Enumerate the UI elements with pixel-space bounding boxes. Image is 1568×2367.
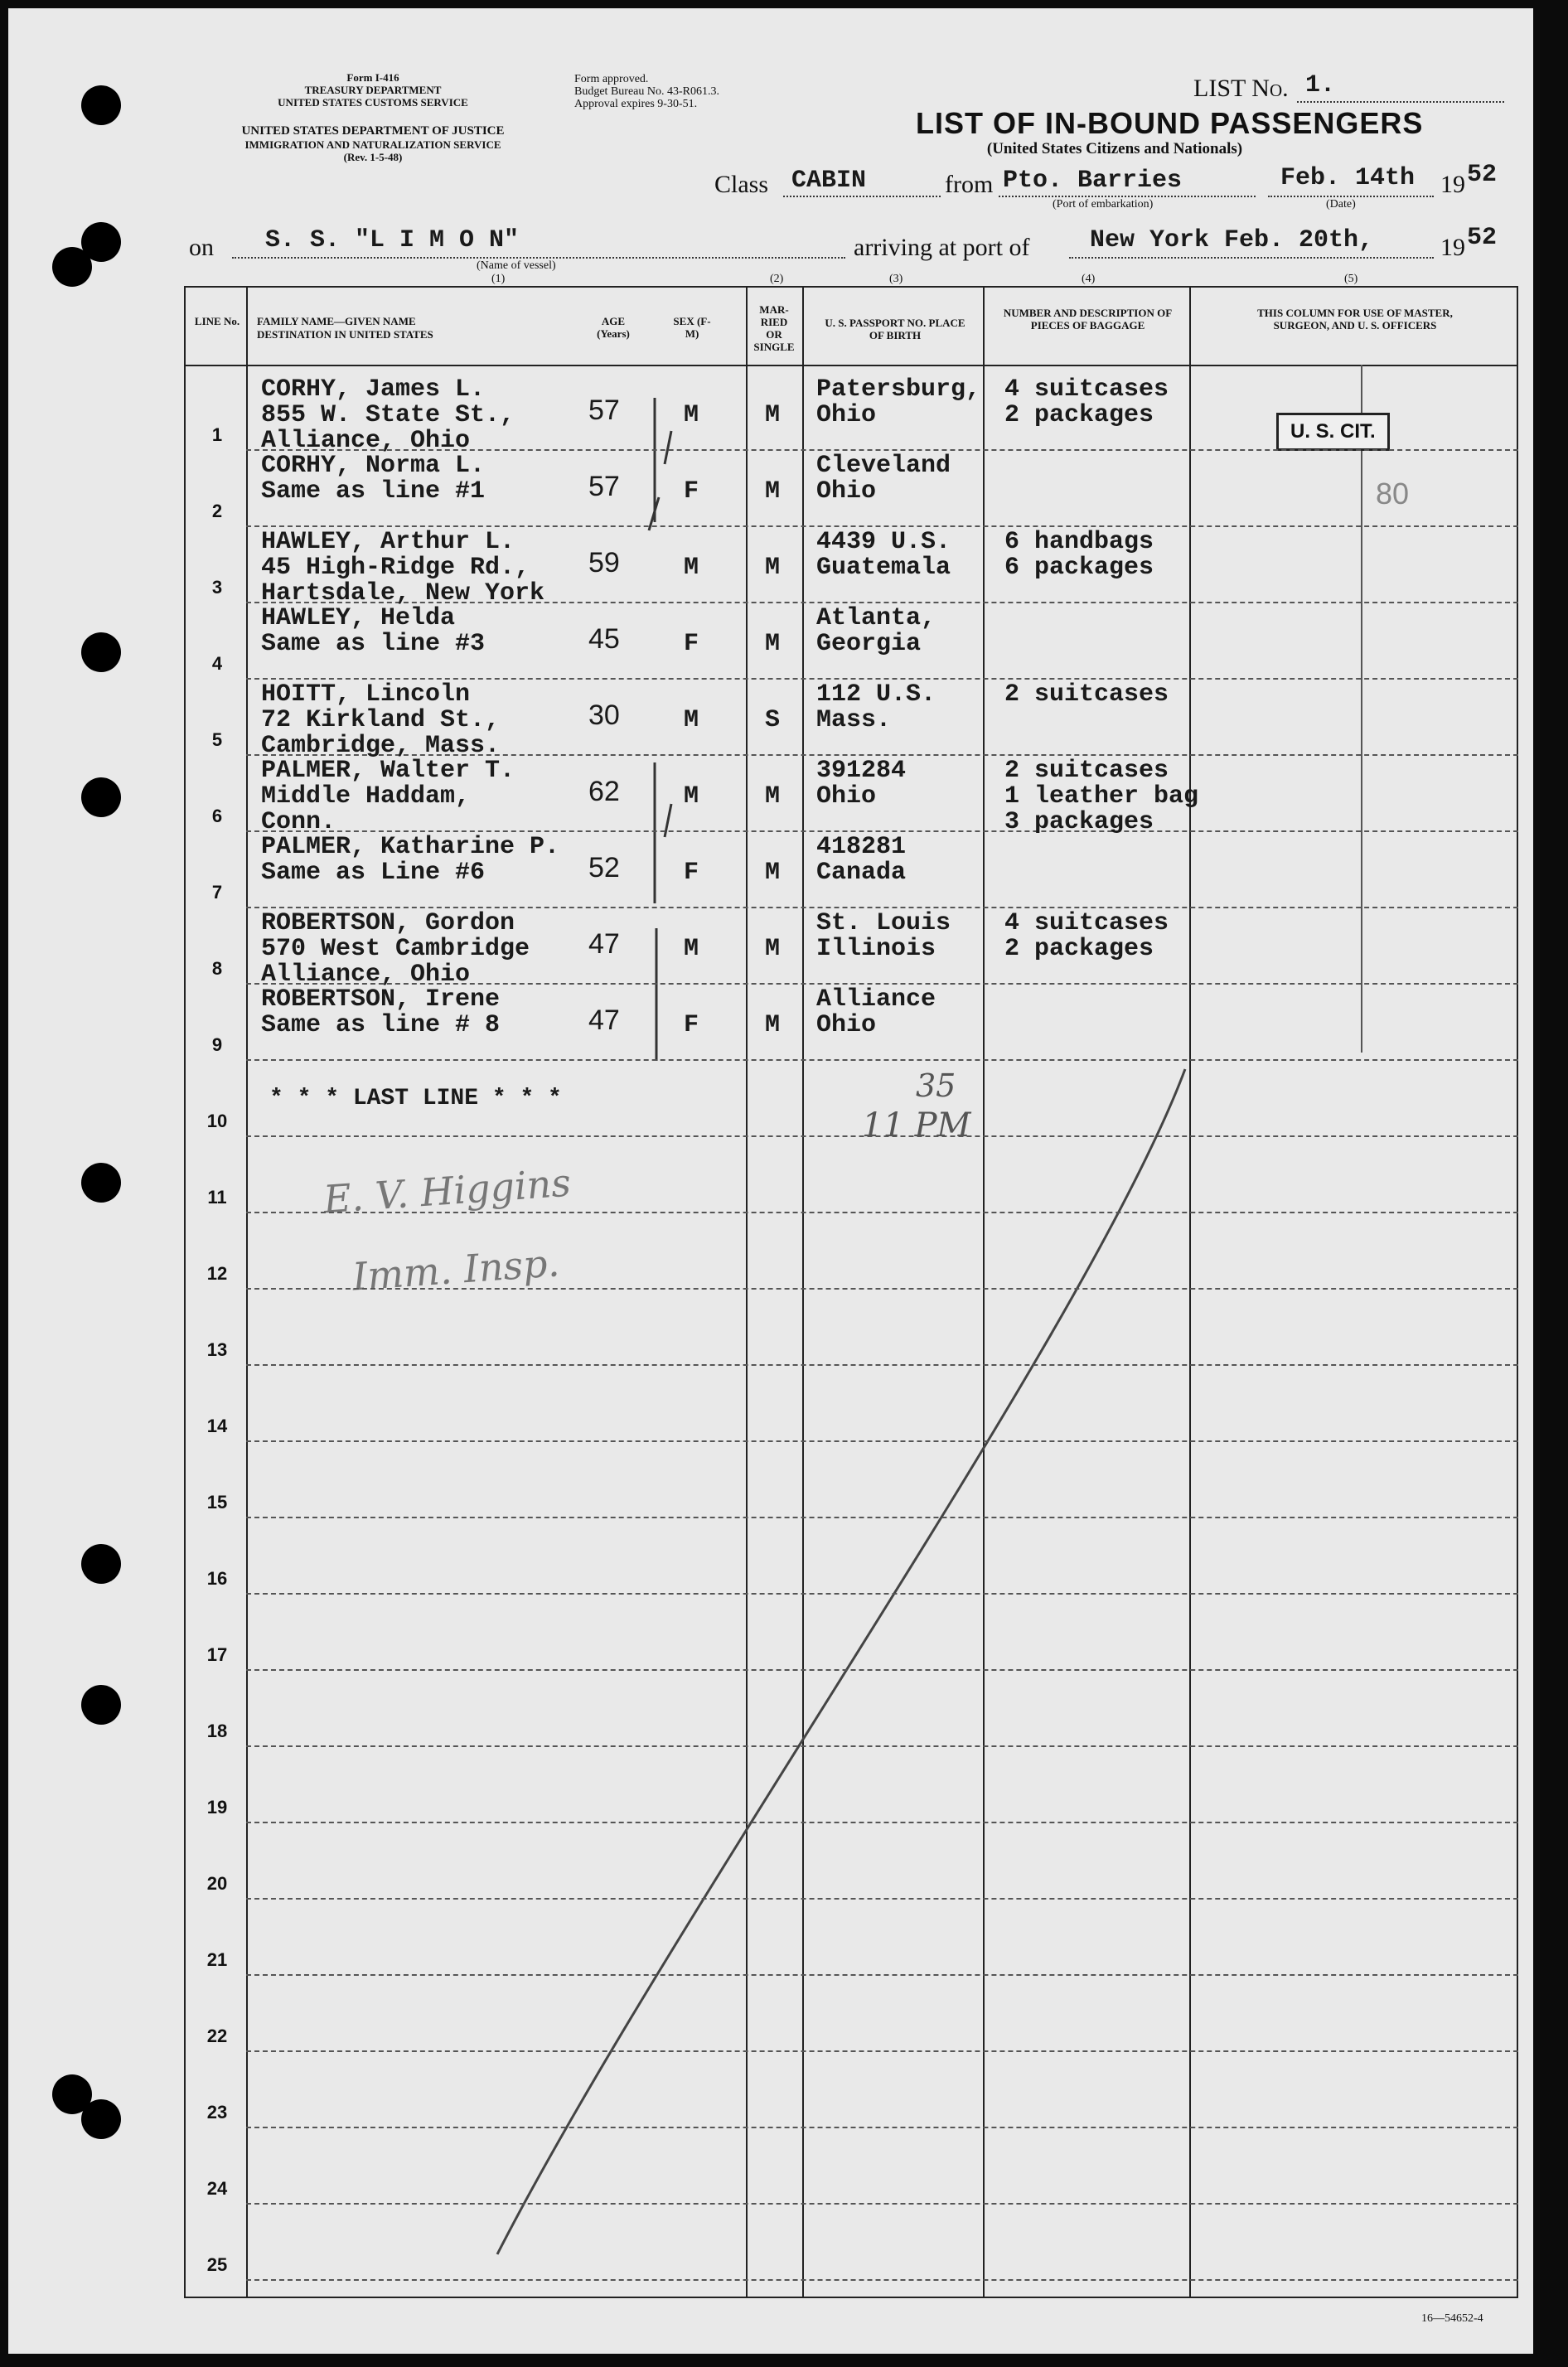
line-number: 7 bbox=[211, 882, 223, 903]
passenger-name: CORHY, Norma L. bbox=[261, 452, 486, 480]
passenger-name: HOITT, Lincoln bbox=[261, 680, 471, 709]
passport-or-birthplace-2: Ohio bbox=[816, 1011, 877, 1039]
year-value: 52 bbox=[1467, 161, 1498, 189]
passenger-marital-status: M bbox=[765, 477, 781, 506]
passport-or-birthplace-2: Ohio bbox=[816, 782, 877, 811]
vessel-caption: (Name of vessel) bbox=[477, 259, 556, 272]
row-separator bbox=[246, 1135, 1518, 1137]
passport-or-birthplace-2: Ohio bbox=[816, 401, 877, 429]
passenger-sex: M bbox=[684, 935, 699, 963]
passenger-name: PALMER, Katharine P. bbox=[261, 833, 560, 861]
passenger-marital-status: M bbox=[765, 554, 781, 582]
passport-or-birthplace-1: St. Louis bbox=[816, 909, 951, 937]
baggage-line-1: 2 suitcases bbox=[1004, 680, 1169, 709]
row-separator bbox=[246, 2127, 1518, 2128]
revision-date: (Rev. 1-5-48) bbox=[343, 151, 403, 163]
stamp-number: 80 bbox=[1376, 477, 1410, 511]
customs-service: UNITED STATES CUSTOMS SERVICE bbox=[278, 96, 468, 109]
row-separator bbox=[246, 1593, 1518, 1595]
header-married: MAR- RIED OR SINGLE bbox=[753, 303, 795, 353]
header-destination: DESTINATION IN UNITED STATES bbox=[257, 328, 433, 341]
list-number-label: LIST No. bbox=[1193, 75, 1289, 102]
line-number: 4 bbox=[211, 653, 223, 674]
passenger-age: 47 bbox=[588, 928, 620, 960]
passenger-sex: M bbox=[684, 782, 699, 811]
passenger-sex: F bbox=[684, 859, 699, 887]
line-number: 11 bbox=[207, 1187, 227, 1208]
passenger-age: 45 bbox=[588, 623, 620, 655]
line-number: 16 bbox=[206, 1568, 228, 1589]
baggage-line-1: 4 suitcases bbox=[1004, 909, 1169, 937]
arrival-port-date: New York Feb. 20th, bbox=[1090, 226, 1374, 254]
line-number: 5 bbox=[211, 729, 223, 750]
class-label: Class bbox=[714, 171, 769, 198]
row-separator bbox=[246, 1898, 1518, 1900]
passenger-address-1: Same as Line #6 bbox=[261, 859, 486, 887]
passport-or-birthplace-2: Canada bbox=[816, 859, 907, 887]
line-number: 1 bbox=[211, 424, 223, 445]
line-number: 10 bbox=[206, 1111, 228, 1131]
line-number: 14 bbox=[206, 1416, 228, 1436]
on-label: on bbox=[189, 234, 214, 261]
passenger-age: 30 bbox=[588, 699, 620, 731]
from-label: from bbox=[945, 171, 994, 198]
passenger-sex: F bbox=[684, 477, 699, 506]
form-number: Form I-416 bbox=[346, 71, 399, 84]
row-separator bbox=[246, 1669, 1518, 1671]
passenger-address-2: Cambridge, Mass. bbox=[261, 732, 501, 760]
line-number: 21 bbox=[206, 1949, 228, 1970]
passenger-name: HAWLEY, Helda bbox=[261, 604, 456, 632]
row-separator bbox=[246, 1517, 1518, 1518]
header-line-no: LINE No. bbox=[194, 315, 240, 327]
baggage-line-2: 6 packages bbox=[1004, 554, 1154, 582]
list-number: 1. bbox=[1305, 71, 1336, 99]
row-separator bbox=[246, 2050, 1518, 2052]
passenger-address-1: Same as line # 8 bbox=[261, 1011, 501, 1039]
baggage-line-1: 6 handbags bbox=[1004, 528, 1154, 556]
header-sex: SEX (F-M) bbox=[673, 315, 711, 340]
row-separator bbox=[246, 1364, 1518, 1366]
row-separator bbox=[246, 2279, 1518, 2281]
passport-or-birthplace-1: 418281 bbox=[816, 833, 907, 861]
date-caption: (Date) bbox=[1326, 198, 1356, 211]
treasury-department: TREASURY DEPARTMENT bbox=[304, 84, 442, 96]
passport-or-birthplace-1: Alliance bbox=[816, 985, 936, 1014]
row-separator bbox=[246, 1059, 1518, 1061]
baggage-line-2: 2 packages bbox=[1004, 401, 1154, 429]
approval-expires: Approval expires 9-30-51. bbox=[574, 98, 698, 110]
line-number: 9 bbox=[211, 1034, 223, 1055]
passenger-address-1: 570 West Cambridge bbox=[261, 935, 530, 963]
line-number: 23 bbox=[206, 2102, 228, 2123]
passport-or-birthplace-2: Guatemala bbox=[816, 554, 951, 582]
passenger-marital-status: M bbox=[765, 782, 781, 811]
port-of-embarkation: Pto. Barries bbox=[1003, 167, 1183, 195]
baggage-line-2: 2 packages bbox=[1004, 935, 1154, 963]
passenger-address-2: Alliance, Ohio bbox=[261, 961, 471, 989]
column-number-2: (2) bbox=[770, 273, 784, 285]
line-number: 13 bbox=[206, 1339, 228, 1360]
passenger-marital-status: M bbox=[765, 630, 781, 658]
column-number-5: (5) bbox=[1344, 273, 1358, 285]
passport-or-birthplace-2: Georgia bbox=[816, 630, 922, 658]
header-age: AGE (Years) bbox=[597, 315, 630, 340]
passenger-sex: M bbox=[684, 706, 699, 734]
year-prefix: 19 bbox=[1440, 171, 1465, 198]
line-number: 17 bbox=[206, 1644, 228, 1665]
passenger-address-1: 45 High-Ridge Rd., bbox=[261, 554, 530, 582]
port-caption: (Port of embarkation) bbox=[1053, 198, 1154, 211]
passport-or-birthplace-2: Mass. bbox=[816, 706, 892, 734]
row-separator bbox=[246, 830, 1518, 832]
passport-or-birthplace-1: Cleveland bbox=[816, 452, 951, 480]
last-line-marker: * * * LAST LINE * * * bbox=[269, 1086, 562, 1111]
form-approved: Form approved. bbox=[574, 73, 649, 85]
row-separator bbox=[246, 1974, 1518, 1976]
arriving-label: arriving at port of bbox=[854, 234, 1030, 261]
passenger-sex: M bbox=[684, 554, 699, 582]
document-page bbox=[8, 8, 1533, 2354]
passenger-age: 57 bbox=[588, 394, 620, 426]
footer-code: 16—54652-4 bbox=[1421, 2312, 1483, 2325]
baggage-line-3: 3 packages bbox=[1004, 808, 1154, 836]
passenger-address-2: Conn. bbox=[261, 808, 336, 836]
line-number: 19 bbox=[206, 1797, 228, 1818]
row-separator bbox=[246, 1440, 1518, 1442]
row-separator bbox=[246, 2203, 1518, 2205]
passenger-age: 57 bbox=[588, 471, 620, 502]
handwritten-time-minutes: 35 bbox=[916, 1067, 956, 1104]
line-number: 25 bbox=[206, 2254, 228, 2275]
passport-or-birthplace-2: Ohio bbox=[816, 477, 877, 506]
department-of-justice: UNITED STATES DEPARTMENT OF JUSTICE bbox=[241, 124, 505, 138]
row-separator bbox=[246, 678, 1518, 680]
page-title: LIST OF IN-BOUND PASSENGERS bbox=[916, 106, 1424, 140]
passenger-name: ROBERTSON, Irene bbox=[261, 985, 501, 1014]
passport-or-birthplace-1: 4439 U.S. bbox=[816, 528, 951, 556]
passport-or-birthplace-2: Illinois bbox=[816, 935, 936, 963]
line-number: 15 bbox=[206, 1492, 228, 1513]
passenger-address-1: Same as line #3 bbox=[261, 630, 486, 658]
column-number-3: (3) bbox=[889, 273, 903, 285]
passenger-marital-status: S bbox=[765, 706, 781, 734]
passenger-sex: F bbox=[684, 630, 699, 658]
inspector-signature: E. V. Higgins bbox=[322, 1159, 573, 1222]
passenger-age: 47 bbox=[588, 1004, 620, 1036]
passenger-address-1: 855 W. State St., bbox=[261, 401, 515, 429]
passenger-age: 62 bbox=[588, 776, 620, 807]
row-separator bbox=[246, 1822, 1518, 1823]
arrival-year-prefix: 19 bbox=[1440, 234, 1465, 261]
passport-or-birthplace-1: Atlanta, bbox=[816, 604, 936, 632]
header-family-name: FAMILY NAME—GIVEN NAME bbox=[257, 315, 416, 327]
line-number: 22 bbox=[206, 2026, 228, 2046]
line-number: 6 bbox=[211, 806, 223, 826]
header-passport: U. S. PASSPORT NO. PLACE OF BIRTH bbox=[825, 317, 965, 341]
passenger-name: ROBERTSON, Gordon bbox=[261, 909, 515, 937]
baggage-line-1: 4 suitcases bbox=[1004, 375, 1169, 404]
page-subtitle: (United States Citizens and Nationals) bbox=[986, 140, 1243, 157]
passenger-address-1: Same as line #1 bbox=[261, 477, 486, 506]
passenger-address-1: 72 Kirkland St., bbox=[261, 706, 501, 734]
passenger-address-2: Hartsdale, New York bbox=[261, 579, 545, 607]
line-number: 12 bbox=[206, 1263, 228, 1284]
header-baggage: NUMBER AND DESCRIPTION OF PIECES OF BAGGAGE bbox=[1003, 307, 1173, 332]
passenger-name: HAWLEY, Arthur L. bbox=[261, 528, 515, 556]
line-number: 18 bbox=[206, 1721, 228, 1741]
vessel-name: S. S. "L I M O N" bbox=[265, 226, 520, 254]
passenger-name: PALMER, Walter T. bbox=[261, 757, 515, 785]
arrival-year: 52 bbox=[1467, 224, 1498, 252]
row-separator bbox=[246, 907, 1518, 908]
row-separator bbox=[246, 1288, 1518, 1290]
baggage-line-1: 2 suitcases bbox=[1004, 757, 1169, 785]
passenger-marital-status: M bbox=[765, 401, 781, 429]
header-officers: THIS COLUMN FOR USE OF MASTER, SURGEON, AND U. S. OFFICERS bbox=[1257, 307, 1453, 332]
embarkation-date: Feb. 14th bbox=[1280, 164, 1416, 192]
passenger-address-2: Alliance, Ohio bbox=[261, 427, 471, 455]
passport-or-birthplace-1: 391284 bbox=[816, 757, 907, 785]
passenger-marital-status: M bbox=[765, 935, 781, 963]
passenger-name: CORHY, James L. bbox=[261, 375, 486, 404]
line-number: 24 bbox=[206, 2178, 228, 2199]
handwritten-time-hour: 11 PM bbox=[862, 1106, 971, 1145]
passenger-address-1: Middle Haddam, bbox=[261, 782, 471, 811]
passenger-age: 59 bbox=[588, 547, 620, 578]
passport-or-birthplace-1: 112 U.S. bbox=[816, 680, 936, 709]
column-number-4: (4) bbox=[1082, 273, 1096, 285]
passenger-marital-status: M bbox=[765, 859, 781, 887]
class-value: CABIN bbox=[791, 167, 867, 195]
row-separator bbox=[246, 1212, 1518, 1213]
budget-bureau: Budget Bureau No. 43-R061.3. bbox=[574, 85, 719, 98]
naturalization-service: IMMIGRATION AND NATURALIZATION SERVICE bbox=[244, 138, 501, 151]
line-number: 2 bbox=[211, 501, 223, 521]
inspector-title: Imm. Insp. bbox=[351, 1240, 561, 1300]
baggage-line-2: 1 leather bag bbox=[1004, 782, 1199, 811]
passenger-age: 52 bbox=[588, 852, 620, 883]
us-citizen-stamp: U. S. CIT. bbox=[1276, 413, 1390, 451]
passport-or-birthplace-1: Patersburg, bbox=[816, 375, 981, 404]
line-number: 8 bbox=[211, 958, 223, 979]
row-separator bbox=[246, 525, 1518, 527]
row-separator bbox=[246, 1745, 1518, 1747]
vessel-column-number: (1) bbox=[491, 273, 506, 285]
line-number: 20 bbox=[206, 1873, 228, 1894]
passenger-sex: M bbox=[684, 401, 699, 429]
passenger-sex: F bbox=[684, 1011, 699, 1039]
passenger-marital-status: M bbox=[765, 1011, 781, 1039]
cancellation-line bbox=[8, 8, 1533, 2354]
line-number: 3 bbox=[211, 577, 223, 598]
